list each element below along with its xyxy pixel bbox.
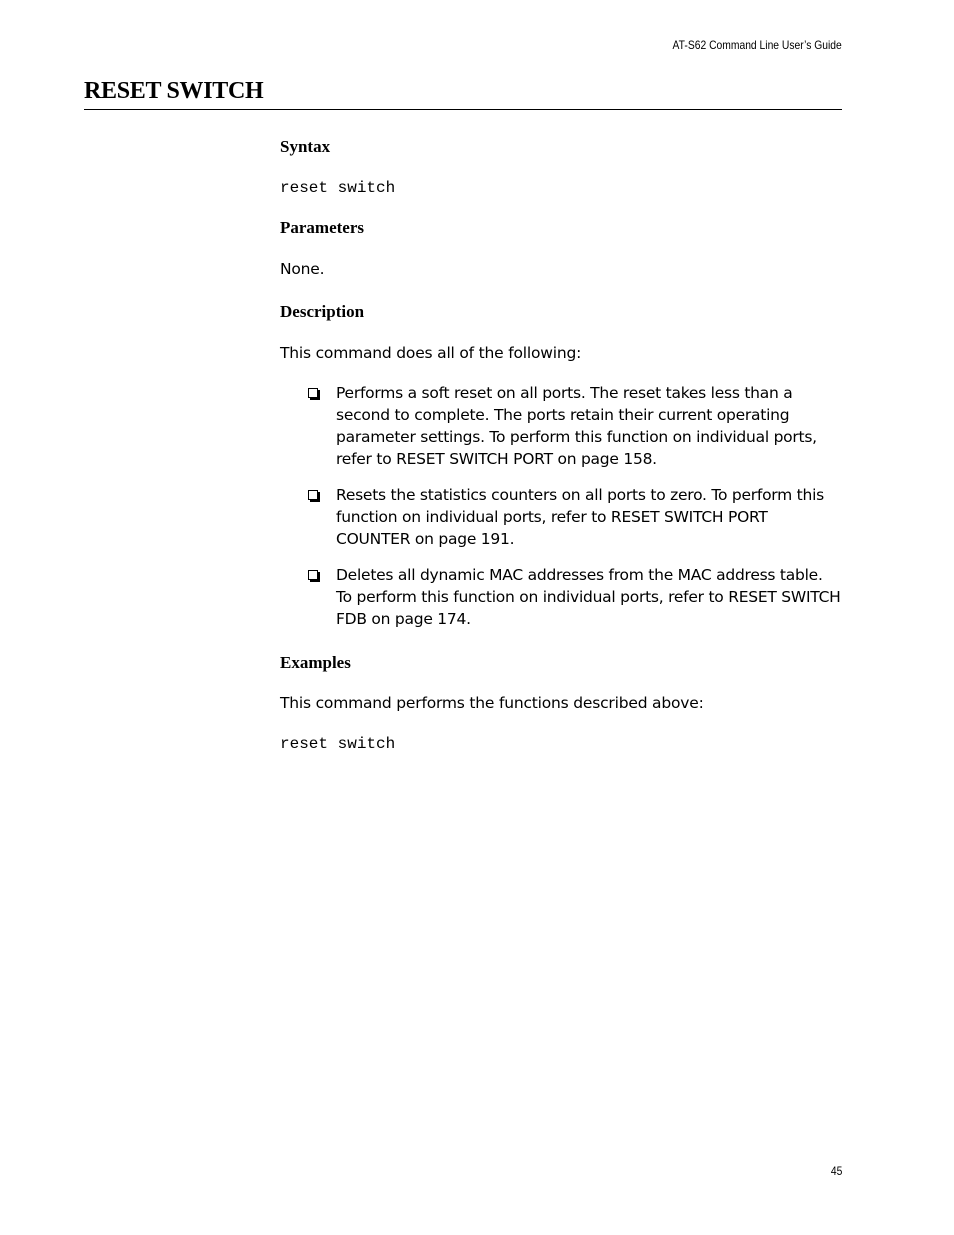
syntax-heading: Syntax (280, 137, 331, 156)
list-item-text: Deletes all dynamic MAC addresses from the MAC address table. To perform this function on individual ports, refer to RESET SWITCH FDB on page 174. (336, 566, 841, 628)
running-header: AT-S62 Command Line User’s Guide (672, 38, 842, 52)
description-list (280, 382, 842, 630)
examples-text: This command performs the functions described above: (280, 694, 704, 712)
list-item (280, 484, 842, 550)
page-title: RESET SWITCH (84, 78, 264, 104)
content (280, 136, 842, 754)
list-item (280, 564, 842, 630)
list-item-text: Resets the statistics counters on all ports to zero. To perform this function on individual ports, refer to RESET SWITCH PORT COUNTER on page 191. (336, 486, 824, 548)
parameters-text: None. (280, 260, 325, 278)
syntax-command: reset switch (280, 179, 396, 197)
checkbox-bullet-icon (308, 490, 318, 500)
list-item (280, 382, 842, 470)
checkbox-bullet-icon (308, 388, 318, 398)
title-rule (84, 109, 842, 110)
list-item-text: Performs a soft reset on all ports. The reset takes less than a second to complete. The ports retain their current operating parameter settings. To perform this function on individual ports, refer to RESET SWITCH PORT on page 158. (336, 384, 817, 468)
page-number: 45 (830, 1164, 842, 1178)
checkbox-bullet-icon (308, 570, 318, 580)
parameters-heading: Parameters (280, 218, 365, 237)
examples-heading: Examples (280, 653, 351, 672)
examples-command: reset switch (280, 735, 396, 753)
description-intro: This command does all of the following: (280, 344, 582, 362)
description-heading: Description (280, 302, 365, 321)
